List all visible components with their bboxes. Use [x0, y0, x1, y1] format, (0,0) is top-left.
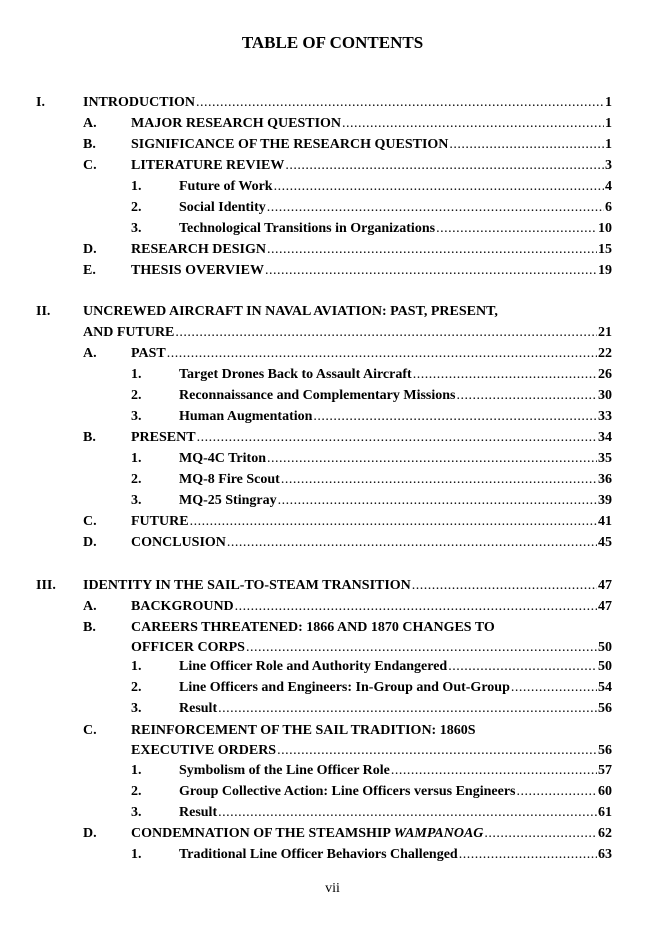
dot-leader	[449, 137, 604, 153]
toc-entry-page: 36	[598, 472, 612, 487]
toc-entry-title	[179, 847, 458, 863]
toc-entry-title	[179, 409, 312, 425]
toc-entry-page: 22	[598, 346, 612, 361]
toc-entry-title	[131, 137, 448, 153]
toc-entry-title	[83, 578, 411, 594]
dot-leader	[218, 805, 597, 821]
toc-entry-title	[179, 763, 390, 779]
toc-entry-title	[179, 659, 447, 675]
toc-entry-title-text: BACKGROUND	[131, 599, 234, 614]
toc-entry-title-line: UNCREWED AIRCRAFT IN NAVAL AVIATION: PAST, PRESENT,	[83, 304, 498, 319]
dot-leader	[218, 701, 597, 717]
toc-entry-page: 3	[605, 158, 612, 173]
toc-entry-title-text: Target Drones Back to Assault Aircraft	[179, 367, 412, 382]
toc-entry-page: 26	[598, 367, 612, 382]
toc-entry-title-text: PRESENT	[131, 430, 196, 445]
toc-entry-title-text: SIGNIFICANCE OF THE RESEARCH QUESTION	[131, 137, 449, 152]
toc-entry-title	[179, 472, 280, 488]
toc-entry-page: 54	[598, 680, 612, 695]
toc-entry-number: 1.	[131, 763, 142, 778]
dot-leader	[197, 430, 597, 446]
toc-entry-page: 61	[598, 805, 612, 820]
toc-entry-title	[179, 451, 266, 467]
dot-leader	[313, 409, 597, 425]
toc-entry-title-text: THESIS OVERVIEW	[131, 263, 264, 278]
dot-leader	[267, 242, 597, 258]
toc-entry-title	[131, 346, 166, 362]
toc-entry-title	[131, 826, 483, 842]
page-number-footer: vii	[325, 881, 340, 896]
toc-entry-title-text: IDENTITY IN THE SAIL-TO-STEAM TRANSITION	[83, 578, 411, 593]
toc-entry-page: 33	[598, 409, 612, 424]
toc-entry-number: A.	[83, 116, 97, 131]
toc-entry-title	[83, 95, 195, 111]
toc-entry-number: 2.	[131, 784, 142, 799]
toc-entry-title-text: Traditional Line Officer Behaviors Challenged	[179, 847, 458, 862]
toc-entry-page: 34	[598, 430, 612, 445]
dot-leader	[274, 179, 604, 195]
toc-entry-title-text: FUTURE	[131, 514, 189, 529]
toc-entry-number: E.	[83, 263, 96, 278]
toc-entry-title	[179, 701, 217, 717]
toc-entry-number: C.	[83, 723, 97, 738]
toc-entry-page: 57	[598, 763, 612, 778]
dot-leader	[246, 640, 597, 656]
toc-entry-number: 3.	[131, 805, 142, 820]
toc-entry-title	[131, 430, 196, 446]
toc-entry-page: 60	[598, 784, 612, 799]
dot-leader	[175, 325, 597, 341]
toc-entry-title-text: INTRODUCTION	[83, 95, 196, 110]
toc-entry-title-text: Group Collective Action: Line Officers versus Engineers	[179, 784, 516, 799]
dot-leader	[278, 493, 597, 509]
dot-leader	[516, 784, 597, 800]
toc-entry-title-text: Social Identity	[179, 200, 266, 215]
toc-entry-page: 62	[598, 826, 612, 841]
toc-entry-title-line: REINFORCEMENT OF THE SAIL TRADITION: 1860S	[131, 723, 476, 738]
toc-entry-page: 35	[598, 451, 612, 466]
toc-entry-title-line: CAREERS THREATENED: 1866 AND 1870 CHANGES TO	[131, 620, 495, 635]
dot-leader	[167, 346, 597, 362]
toc-entry-number: A.	[83, 599, 97, 614]
toc-entry-title-text: OFFICER CORPS	[131, 640, 245, 655]
page-title: TABLE OF CONTENTS	[241, 33, 424, 52]
dot-leader	[267, 451, 597, 467]
toc-entry-title-text: Line Officers and Engineers: In-Group and Out-Group	[179, 680, 510, 695]
toc-entry-number: 1.	[131, 659, 142, 674]
toc-entry-page: 1	[605, 116, 612, 131]
toc-entry-page: 47	[598, 599, 612, 614]
dot-leader	[190, 514, 597, 530]
toc-entry-title	[131, 640, 245, 656]
toc-entry-title-text: Result	[179, 805, 218, 820]
toc-entry-number: B.	[83, 620, 96, 635]
toc-entry-page: 21	[598, 325, 612, 340]
toc-entry-title-text: EXECUTIVE ORDERS	[131, 743, 277, 758]
toc-entry-title-text: CONCLUSION	[131, 535, 226, 550]
dot-leader	[265, 263, 597, 279]
toc-entry-title-text: Result	[179, 701, 218, 716]
dot-leader	[436, 221, 597, 237]
toc-entry-title-text: Human Augmentation	[179, 409, 313, 424]
toc-entry-title-text: Technological Transitions in Organizations	[179, 221, 436, 236]
toc-entry-number: II.	[36, 304, 51, 319]
toc-entry-page: 56	[598, 743, 612, 758]
toc-entry-number: 2.	[131, 388, 142, 403]
dot-leader	[281, 472, 597, 488]
toc-entry-page: 30	[598, 388, 612, 403]
toc-entry-title	[131, 599, 234, 615]
toc-entry-number: 3.	[131, 409, 142, 424]
toc-entry-title-text: Reconnaissance and Complementary Missions	[179, 388, 456, 403]
toc-entry-number: D.	[83, 826, 97, 841]
toc-entry-page: 6	[605, 200, 612, 215]
toc-entry-page: 47	[598, 578, 612, 593]
toc-entry-title-text: Line Officer Role and Authority Endangered	[179, 659, 448, 674]
toc-entry-title	[131, 263, 264, 279]
toc-entry-title	[179, 388, 456, 404]
dot-leader	[412, 578, 597, 594]
toc-entry-number: C.	[83, 158, 97, 173]
toc-entry-number: 1.	[131, 367, 142, 382]
dot-leader	[391, 763, 597, 779]
toc-entry-title	[83, 325, 174, 341]
toc-entry-page: 1	[605, 95, 612, 110]
toc-entry-title	[131, 743, 276, 759]
toc-entry-number: 2.	[131, 200, 142, 215]
toc-entry-number: D.	[83, 535, 97, 550]
dot-leader	[448, 659, 597, 675]
toc-entry-page: 41	[598, 514, 612, 529]
toc-entry-page: 50	[598, 659, 612, 674]
toc-entry-title	[179, 200, 266, 216]
toc-entry-title-text: MQ-25 Stingray	[179, 493, 277, 508]
toc-entry-page: 56	[598, 701, 612, 716]
toc-entry-title-text: LITERATURE REVIEW	[131, 158, 285, 173]
toc-entry-title	[179, 784, 515, 800]
dot-leader	[235, 599, 597, 615]
toc-entry-page: 15	[598, 242, 612, 257]
toc-entry-title	[179, 179, 273, 195]
toc-entry-page: 45	[598, 535, 612, 550]
toc-entry-title	[179, 221, 435, 237]
toc-entry-title	[179, 680, 510, 696]
toc-entry-page: 39	[598, 493, 612, 508]
dot-leader	[511, 680, 597, 696]
toc-entry-title	[131, 535, 226, 551]
toc-entry-number: 1.	[131, 451, 142, 466]
dot-leader	[413, 367, 597, 383]
dot-leader	[459, 847, 597, 863]
toc-entry-title-text: CONDEMNATION OF THE STEAMSHIP	[131, 826, 391, 841]
toc-entry-page: 19	[598, 263, 612, 278]
toc-entry-title-text: Future of Work	[179, 179, 273, 194]
toc-entry-title	[131, 158, 284, 174]
toc-entry-number: 3.	[131, 221, 142, 236]
toc-entry-title	[131, 514, 189, 530]
toc-entry-title-text: Symbolism of the Line Officer Role	[179, 763, 390, 778]
toc-entry-number: 2.	[131, 472, 142, 487]
toc-entry-title	[131, 242, 266, 258]
toc-entry-page: 1	[605, 137, 612, 152]
dot-leader	[484, 826, 597, 842]
toc-entry-page: 50	[598, 640, 612, 655]
toc-entry-number: 2.	[131, 680, 142, 695]
dot-leader	[285, 158, 604, 174]
toc-entry-page: 63	[598, 847, 612, 862]
toc-entry-title-text: MQ-4C Triton	[179, 451, 266, 466]
toc-entry-title	[179, 805, 217, 821]
dot-leader	[277, 743, 597, 759]
toc-entry-title	[179, 493, 277, 509]
toc-entry-title	[131, 116, 341, 132]
toc-entry-number: B.	[83, 137, 96, 152]
toc-entry-number: C.	[83, 514, 97, 529]
dot-leader	[457, 388, 597, 404]
dot-leader	[342, 116, 604, 132]
toc-entry-number: 3.	[131, 493, 142, 508]
dot-leader	[267, 200, 604, 216]
toc-entry-number: I.	[36, 95, 45, 110]
toc-entry-title-text: AND FUTURE	[83, 325, 175, 340]
toc-entry-number: 1.	[131, 179, 142, 194]
toc-entry-title-text: RESEARCH DESIGN	[131, 242, 266, 257]
dot-leader	[196, 95, 604, 111]
toc-entry-title-text: MQ-8 Fire Scout	[179, 472, 280, 487]
toc-entry-number: B.	[83, 430, 96, 445]
toc-entry-title-text: PAST	[131, 346, 166, 361]
toc-entry-title	[179, 367, 412, 383]
toc-entry-number: A.	[83, 346, 97, 361]
toc-entry-page: 10	[598, 221, 612, 236]
toc-entry-page: 4	[605, 179, 612, 194]
toc-entry-title-italic: WAMPANOAG	[393, 826, 484, 841]
toc-entry-number: 1.	[131, 847, 142, 862]
dot-leader	[227, 535, 597, 551]
toc-entry-number: III.	[36, 578, 56, 593]
toc-entry-number: D.	[83, 242, 97, 257]
toc-entry-title-text: MAJOR RESEARCH QUESTION	[131, 116, 342, 131]
toc-entry-number: 3.	[131, 701, 142, 716]
